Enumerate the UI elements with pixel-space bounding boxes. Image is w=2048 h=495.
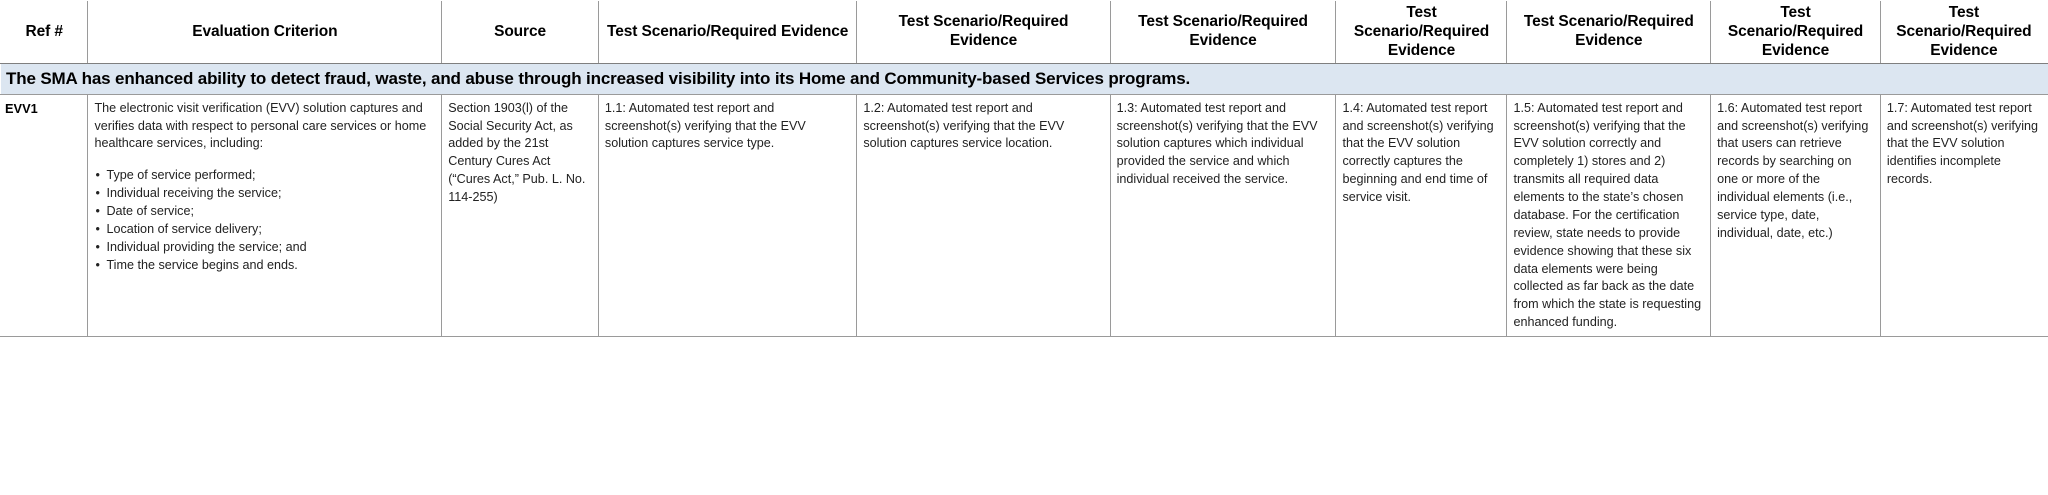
table-row	[1, 94, 2048, 336]
section-banner-row	[1, 63, 2048, 94]
cell-ref-id: EVV1	[1, 94, 88, 336]
criterion-bullet-item: • Individual receiving the service;	[94, 185, 435, 203]
criterion-bullet-item: • Time the service begins and ends.	[94, 257, 435, 275]
table-header-row	[1, 2, 2048, 64]
criterion-bullet-item: • Date of service;	[94, 203, 435, 221]
evaluation-criteria-table	[0, 1, 2048, 337]
column-header-test-scenario-3[interactable]: Test Scenario/Required Evidence	[1110, 2, 1336, 64]
column-header-source[interactable]: Source	[442, 2, 599, 64]
section-banner-filler-2	[1507, 63, 1711, 94]
section-banner-filler-3	[1711, 63, 1881, 94]
column-header-test-scenario-5[interactable]: Test Scenario/Required Evidence	[1507, 2, 1711, 64]
column-header-test-scenario-2[interactable]: Test Scenario/Required Evidence	[857, 2, 1110, 64]
section-banner-text: The SMA has enhanced ability to detect fraud, waste, and abuse through increased visibility into its Home and Community-based Services programs.	[1, 63, 1336, 94]
criterion-bullet-item: • Location of service delivery;	[94, 221, 435, 239]
column-header-test-scenario-7[interactable]: Test Scenario/Required Evidence	[1880, 2, 2047, 64]
column-header-test-scenario-1[interactable]: Test Scenario/Required Evidence	[598, 2, 856, 64]
column-header-evaluation-criterion[interactable]: Evaluation Criterion	[88, 2, 442, 64]
cell-test-scenario-2: 1.2: Automated test report and screenshot(s) verifying that the EVV solution captures service location.	[857, 94, 1110, 336]
criterion-intro-text: The electronic visit verification (EVV) solution captures and verifies data with respect to personal care services or home healthcare services, including:	[94, 100, 427, 151]
cell-test-scenario-5: 1.5: Automated test report and screenshot(s) verifying that the EVV solution correctly and completely 1) stores and 2) transmits all required data elements to the state’s chosen database. For the certification review, state needs to provide evidence showing that these six data elements were being collected as far back as the date from which the state is requesting enhanced funding.	[1507, 94, 1711, 336]
cell-evaluation-criterion	[88, 94, 442, 336]
column-header-test-scenario-6[interactable]: Test Scenario/Required Evidence	[1711, 2, 1881, 64]
section-banner-filler-4	[1880, 63, 2047, 94]
criterion-spacer	[94, 153, 435, 167]
cell-test-scenario-1: 1.1: Automated test report and screenshot(s) verifying that the EVV solution captures service type.	[598, 94, 856, 336]
criterion-bullet-list	[94, 167, 435, 274]
cell-test-scenario-4: 1.4: Automated test report and screenshot(s) verifying that the EVV solution correctly captures the beginning and end time of service visit.	[1336, 94, 1507, 336]
criterion-bullet-item: • Type of service performed;	[94, 167, 435, 185]
column-header-test-scenario-4[interactable]: Test Scenario/Required Evidence	[1336, 2, 1507, 64]
cell-test-scenario-6: 1.6: Automated test report and screenshot(s) verifying that users can retrieve records by searching on one or more of the individual elements (i.e., service type, date, individual, date, etc.)	[1711, 94, 1881, 336]
section-banner-filler-1	[1336, 63, 1507, 94]
cell-source: Section 1903(l) of the Social Security Act, as added by the 21st Century Cures Act (“Cures Act,” Pub. L. No. 114-255)	[442, 94, 599, 336]
criterion-bullet-item: • Individual providing the service; and	[94, 239, 435, 257]
cell-test-scenario-3: 1.3: Automated test report and screenshot(s) verifying that the EVV solution captures which individual provided the service and which individual received the service.	[1110, 94, 1336, 336]
cell-test-scenario-7: 1.7: Automated test report and screenshot(s) verifying that the EVV solution identifies incomplete records.	[1880, 94, 2047, 336]
column-header-ref[interactable]: Ref #	[1, 2, 88, 64]
